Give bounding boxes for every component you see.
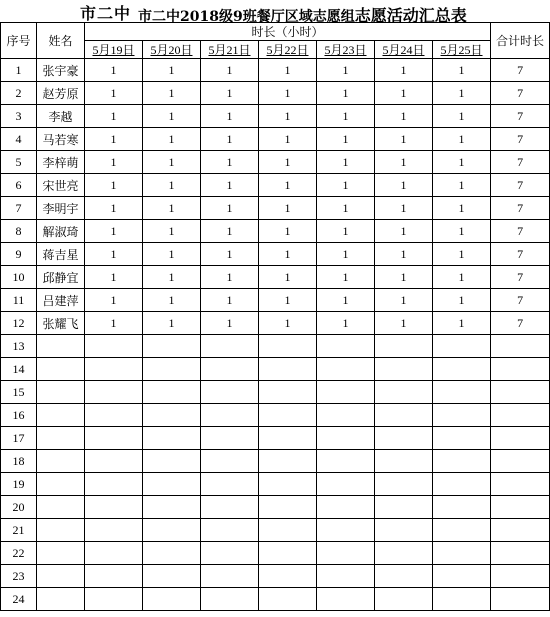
cell-hours[interactable]	[375, 404, 433, 427]
cell-index[interactable]: 2	[1, 82, 37, 105]
table-row	[1, 450, 550, 473]
cell-hours[interactable]	[433, 381, 491, 404]
cell-index[interactable]: 8	[1, 220, 37, 243]
cell-hours[interactable]	[317, 450, 375, 473]
cell-hours[interactable]: 1	[317, 243, 375, 266]
cell-hours[interactable]	[433, 473, 491, 496]
cell-hours[interactable]: 1	[433, 105, 491, 128]
cell-name[interactable]	[37, 519, 85, 542]
cell-hours[interactable]: 1	[201, 312, 259, 335]
cell-hours[interactable]	[143, 381, 201, 404]
table-row	[1, 542, 550, 565]
cell-hours[interactable]: 1	[143, 312, 201, 335]
cell-hours[interactable]: 1	[143, 174, 201, 197]
cell-hours[interactable]: 1	[317, 151, 375, 174]
cell-hours[interactable]: 1	[317, 174, 375, 197]
cell-hours[interactable]	[433, 335, 491, 358]
sheet-title	[0, 0, 550, 25]
cell-hours[interactable]: 1	[85, 197, 143, 220]
cell-index[interactable]: 14	[1, 358, 37, 381]
cell-hours[interactable]: 1	[143, 289, 201, 312]
cell-hours[interactable]: 1	[433, 82, 491, 105]
cell-index[interactable]: 22	[1, 542, 37, 565]
cell-hours[interactable]	[85, 427, 143, 450]
cell-hours[interactable]: 1	[317, 197, 375, 220]
cell-index[interactable]: 3	[1, 105, 37, 128]
header-date[interactable]: 5月23日	[317, 41, 375, 59]
cell-hours[interactable]: 1	[259, 59, 317, 82]
cell-hours[interactable]	[433, 427, 491, 450]
cell-hours[interactable]: 1	[201, 266, 259, 289]
cell-hours[interactable]: 1	[433, 151, 491, 174]
cell-index[interactable]: 19	[1, 473, 37, 496]
cell-index[interactable]: 9	[1, 243, 37, 266]
cell-hours[interactable]	[375, 427, 433, 450]
table-title-suffix: 志愿活动汇总表	[354, 6, 467, 25]
cell-hours[interactable]	[433, 542, 491, 565]
cell-hours[interactable]	[259, 496, 317, 519]
cell-name[interactable]: 宋世亮	[37, 174, 85, 197]
cell-hours[interactable]: 1	[143, 266, 201, 289]
cell-hours[interactable]: 1	[259, 220, 317, 243]
cell-hours[interactable]: 1	[433, 128, 491, 151]
cell-total[interactable]: 7	[491, 197, 550, 220]
cell-hours[interactable]: 1	[375, 220, 433, 243]
cell-hours[interactable]: 1	[433, 289, 491, 312]
cell-hours[interactable]: 1	[85, 105, 143, 128]
cell-hours[interactable]	[201, 588, 259, 611]
cell-hours[interactable]	[201, 473, 259, 496]
cell-name[interactable]	[37, 565, 85, 588]
cell-total[interactable]	[491, 542, 550, 565]
cell-hours[interactable]	[317, 427, 375, 450]
header-duration[interactable]: 时长（小时）	[85, 23, 491, 41]
cell-hours[interactable]: 1	[375, 82, 433, 105]
cell-hours[interactable]: 1	[259, 312, 317, 335]
header-date[interactable]: 5月19日	[85, 41, 143, 59]
cell-total[interactable]: 7	[491, 174, 550, 197]
cell-hours[interactable]	[143, 427, 201, 450]
cell-name[interactable]	[37, 427, 85, 450]
cell-hours[interactable]	[143, 358, 201, 381]
cell-hours[interactable]	[201, 542, 259, 565]
cell-hours[interactable]	[201, 358, 259, 381]
cell-hours[interactable]	[375, 588, 433, 611]
cell-hours[interactable]	[317, 335, 375, 358]
cell-hours[interactable]	[317, 588, 375, 611]
header-date[interactable]: 5月22日	[259, 41, 317, 59]
cell-hours[interactable]	[433, 588, 491, 611]
cell-hours[interactable]	[85, 358, 143, 381]
cell-hours[interactable]	[317, 496, 375, 519]
cell-hours[interactable]: 1	[85, 151, 143, 174]
cell-total[interactable]	[491, 404, 550, 427]
cell-name[interactable]	[37, 450, 85, 473]
cell-hours[interactable]: 1	[201, 289, 259, 312]
cell-hours[interactable]	[433, 565, 491, 588]
cell-name[interactable]: 赵芳原	[37, 82, 85, 105]
table-title-prefix: 市二中2018级9班餐厅区域志愿组	[138, 9, 355, 25]
cell-total[interactable]	[491, 381, 550, 404]
cell-index[interactable]: 24	[1, 588, 37, 611]
cell-hours[interactable]	[259, 450, 317, 473]
cell-name[interactable]: 李越	[37, 105, 85, 128]
cell-name[interactable]: 吕建萍	[37, 289, 85, 312]
cell-name[interactable]	[37, 542, 85, 565]
cell-hours[interactable]: 1	[259, 174, 317, 197]
cell-hours[interactable]	[259, 542, 317, 565]
cell-hours[interactable]	[201, 381, 259, 404]
cell-name[interactable]: 马若寒	[37, 128, 85, 151]
cell-total[interactable]: 7	[491, 289, 550, 312]
table-row	[1, 427, 550, 450]
cell-hours[interactable]	[317, 404, 375, 427]
cell-total[interactable]: 7	[491, 151, 550, 174]
cell-name[interactable]: 蒋吉星	[37, 243, 85, 266]
cell-hours[interactable]	[259, 473, 317, 496]
cell-hours[interactable]: 1	[317, 289, 375, 312]
table-row	[1, 174, 550, 197]
cell-hours[interactable]	[375, 565, 433, 588]
cell-hours[interactable]	[317, 473, 375, 496]
cell-total[interactable]	[491, 496, 550, 519]
cell-hours[interactable]: 1	[143, 151, 201, 174]
cell-hours[interactable]: 1	[433, 266, 491, 289]
cell-hours[interactable]: 1	[85, 220, 143, 243]
cell-name[interactable]: 李梓萌	[37, 151, 85, 174]
cell-total[interactable]: 7	[491, 243, 550, 266]
header-index[interactable]: 序号	[1, 23, 37, 59]
table-row	[1, 289, 550, 312]
cell-total[interactable]: 7	[491, 128, 550, 151]
cell-hours[interactable]: 1	[85, 128, 143, 151]
cell-hours[interactable]	[433, 496, 491, 519]
cell-name[interactable]	[37, 381, 85, 404]
table-row	[1, 358, 550, 381]
cell-hours[interactable]: 1	[143, 82, 201, 105]
cell-hours[interactable]	[375, 542, 433, 565]
table-row	[1, 335, 550, 358]
cell-hours[interactable]: 1	[433, 174, 491, 197]
cell-total[interactable]: 7	[491, 59, 550, 82]
cell-total[interactable]	[491, 473, 550, 496]
cell-name[interactable]: 李明宇	[37, 197, 85, 220]
cell-total[interactable]	[491, 335, 550, 358]
cell-hours[interactable]	[375, 358, 433, 381]
cell-index[interactable]: 6	[1, 174, 37, 197]
cell-hours[interactable]	[317, 358, 375, 381]
cell-hours[interactable]	[259, 565, 317, 588]
table-row	[1, 588, 550, 611]
cell-total[interactable]	[491, 519, 550, 542]
cell-index[interactable]: 12	[1, 312, 37, 335]
cell-hours[interactable]: 1	[143, 243, 201, 266]
cell-index[interactable]: 21	[1, 519, 37, 542]
cell-index[interactable]: 15	[1, 381, 37, 404]
cell-hours[interactable]	[433, 358, 491, 381]
cell-hours[interactable]: 1	[143, 220, 201, 243]
cell-hours[interactable]: 1	[85, 243, 143, 266]
cell-hours[interactable]: 1	[375, 243, 433, 266]
cell-hours[interactable]	[375, 473, 433, 496]
table-row	[1, 59, 550, 82]
cell-index[interactable]: 23	[1, 565, 37, 588]
cell-hours[interactable]	[375, 450, 433, 473]
cell-hours[interactable]: 1	[259, 105, 317, 128]
cell-hours[interactable]	[201, 450, 259, 473]
header-date[interactable]: 5月20日	[143, 41, 201, 59]
cell-hours[interactable]: 1	[375, 266, 433, 289]
cell-name[interactable]	[37, 358, 85, 381]
header-date[interactable]: 5月24日	[375, 41, 433, 59]
cell-hours[interactable]: 1	[317, 266, 375, 289]
cell-total[interactable]	[491, 450, 550, 473]
cell-hours[interactable]: 1	[317, 220, 375, 243]
cell-hours[interactable]	[259, 427, 317, 450]
table-row	[1, 473, 550, 496]
cell-name[interactable]	[37, 335, 85, 358]
cell-hours[interactable]	[201, 519, 259, 542]
cell-total[interactable]: 7	[491, 220, 550, 243]
cell-hours[interactable]: 1	[317, 82, 375, 105]
cell-hours[interactable]: 1	[85, 59, 143, 82]
cell-hours[interactable]: 1	[201, 151, 259, 174]
cell-hours[interactable]: 1	[375, 312, 433, 335]
cell-hours[interactable]: 1	[375, 197, 433, 220]
cell-hours[interactable]: 1	[375, 151, 433, 174]
cell-name[interactable]: 张宇豪	[37, 59, 85, 82]
table-row	[1, 565, 550, 588]
cell-hours[interactable]: 1	[433, 243, 491, 266]
cell-hours[interactable]: 1	[143, 105, 201, 128]
cell-total[interactable]: 7	[491, 82, 550, 105]
cell-hours[interactable]	[201, 335, 259, 358]
cell-index[interactable]: 1	[1, 59, 37, 82]
cell-hours[interactable]	[375, 381, 433, 404]
cell-hours[interactable]	[143, 404, 201, 427]
cell-hours[interactable]	[259, 519, 317, 542]
cell-index[interactable]: 20	[1, 496, 37, 519]
cell-hours[interactable]: 1	[85, 266, 143, 289]
cell-hours[interactable]: 1	[259, 197, 317, 220]
table-row	[1, 404, 550, 427]
cell-hours[interactable]: 1	[317, 59, 375, 82]
cell-hours[interactable]: 1	[259, 128, 317, 151]
cell-hours[interactable]	[85, 335, 143, 358]
cell-hours[interactable]: 1	[259, 266, 317, 289]
cell-hours[interactable]: 1	[317, 105, 375, 128]
cell-index[interactable]: 4	[1, 128, 37, 151]
cell-name[interactable]: 解淑琦	[37, 220, 85, 243]
cell-hours[interactable]: 1	[433, 59, 491, 82]
cell-total[interactable]	[491, 565, 550, 588]
table-row	[1, 266, 550, 289]
cell-hours[interactable]: 1	[259, 289, 317, 312]
cell-hours[interactable]	[317, 381, 375, 404]
cell-hours[interactable]: 1	[201, 128, 259, 151]
school-name: 市二中	[80, 4, 132, 23]
cell-index[interactable]: 11	[1, 289, 37, 312]
table-row	[1, 82, 550, 105]
cell-hours[interactable]: 1	[201, 220, 259, 243]
cell-hours[interactable]: 1	[85, 289, 143, 312]
cell-hours[interactable]: 1	[259, 243, 317, 266]
cell-hours[interactable]	[259, 358, 317, 381]
cell-hours[interactable]	[85, 565, 143, 588]
cell-hours[interactable]	[259, 381, 317, 404]
cell-hours[interactable]	[433, 450, 491, 473]
cell-hours[interactable]	[259, 335, 317, 358]
table-row	[1, 128, 550, 151]
cell-hours[interactable]	[201, 565, 259, 588]
table-row	[1, 312, 550, 335]
cell-hours[interactable]: 1	[375, 174, 433, 197]
cell-hours[interactable]: 1	[143, 59, 201, 82]
cell-hours[interactable]	[143, 496, 201, 519]
header-total[interactable]: 合计时长	[491, 23, 550, 59]
cell-hours[interactable]	[317, 519, 375, 542]
cell-hours[interactable]: 1	[375, 59, 433, 82]
cell-hours[interactable]	[201, 496, 259, 519]
cell-hours[interactable]: 1	[375, 128, 433, 151]
cell-name[interactable]: 张耀飞	[37, 312, 85, 335]
table-row	[1, 243, 550, 266]
table-row	[1, 519, 550, 542]
cell-total[interactable]	[491, 358, 550, 381]
table-row	[1, 105, 550, 128]
table-row	[1, 197, 550, 220]
cell-hours[interactable]	[259, 404, 317, 427]
cell-hours[interactable]	[375, 335, 433, 358]
table-row	[1, 220, 550, 243]
cell-hours[interactable]: 1	[85, 312, 143, 335]
cell-hours[interactable]	[143, 542, 201, 565]
cell-hours[interactable]	[143, 565, 201, 588]
cell-hours[interactable]: 1	[259, 151, 317, 174]
cell-hours[interactable]: 1	[201, 174, 259, 197]
cell-index[interactable]: 5	[1, 151, 37, 174]
header-date[interactable]: 5月25日	[433, 41, 491, 59]
cell-hours[interactable]	[317, 542, 375, 565]
cell-hours[interactable]: 1	[375, 105, 433, 128]
cell-hours[interactable]	[201, 427, 259, 450]
cell-hours[interactable]	[85, 450, 143, 473]
table-row	[1, 151, 550, 174]
cell-hours[interactable]: 1	[259, 82, 317, 105]
volunteer-summary-table	[0, 22, 550, 611]
cell-hours[interactable]	[317, 565, 375, 588]
cell-hours[interactable]	[143, 450, 201, 473]
cell-index[interactable]: 18	[1, 450, 37, 473]
cell-index[interactable]: 7	[1, 197, 37, 220]
cell-total[interactable]: 7	[491, 266, 550, 289]
cell-index[interactable]: 16	[1, 404, 37, 427]
cell-hours[interactable]	[143, 588, 201, 611]
cell-hours[interactable]	[375, 519, 433, 542]
cell-hours[interactable]: 1	[433, 197, 491, 220]
cell-hours[interactable]: 1	[85, 82, 143, 105]
cell-hours[interactable]: 1	[143, 197, 201, 220]
cell-name[interactable]: 邱静宜	[37, 266, 85, 289]
cell-name[interactable]	[37, 588, 85, 611]
table-row	[1, 381, 550, 404]
cell-hours[interactable]	[259, 588, 317, 611]
cell-hours[interactable]	[85, 519, 143, 542]
header-date[interactable]: 5月21日	[201, 41, 259, 59]
cell-hours[interactable]	[201, 404, 259, 427]
cell-hours[interactable]: 1	[201, 59, 259, 82]
cell-name[interactable]	[37, 496, 85, 519]
cell-hours[interactable]: 1	[201, 197, 259, 220]
cell-hours[interactable]	[433, 519, 491, 542]
cell-hours[interactable]	[433, 404, 491, 427]
cell-hours[interactable]	[85, 473, 143, 496]
cell-hours[interactable]: 1	[201, 243, 259, 266]
cell-total[interactable]	[491, 588, 550, 611]
cell-name[interactable]	[37, 473, 85, 496]
cell-index[interactable]: 17	[1, 427, 37, 450]
cell-hours[interactable]: 1	[201, 105, 259, 128]
cell-total[interactable]: 7	[491, 312, 550, 335]
cell-hours[interactable]	[143, 473, 201, 496]
cell-hours[interactable]: 1	[433, 220, 491, 243]
cell-total[interactable]	[491, 427, 550, 450]
cell-hours[interactable]	[85, 381, 143, 404]
cell-hours[interactable]	[85, 588, 143, 611]
cell-hours[interactable]	[85, 496, 143, 519]
cell-hours[interactable]	[375, 496, 433, 519]
cell-index[interactable]: 13	[1, 335, 37, 358]
cell-hours[interactable]: 1	[201, 82, 259, 105]
table-row	[1, 496, 550, 519]
cell-hours[interactable]: 1	[317, 312, 375, 335]
cell-hours[interactable]	[85, 542, 143, 565]
cell-hours[interactable]: 1	[143, 128, 201, 151]
cell-hours[interactable]: 1	[375, 289, 433, 312]
cell-hours[interactable]	[143, 519, 201, 542]
cell-hours[interactable]: 1	[433, 312, 491, 335]
cell-index[interactable]: 10	[1, 266, 37, 289]
header-name[interactable]: 姓名	[37, 23, 85, 59]
cell-hours[interactable]	[85, 404, 143, 427]
cell-hours[interactable]: 1	[317, 128, 375, 151]
cell-hours[interactable]: 1	[85, 174, 143, 197]
cell-total[interactable]: 7	[491, 105, 550, 128]
cell-hours[interactable]	[143, 335, 201, 358]
cell-name[interactable]	[37, 404, 85, 427]
